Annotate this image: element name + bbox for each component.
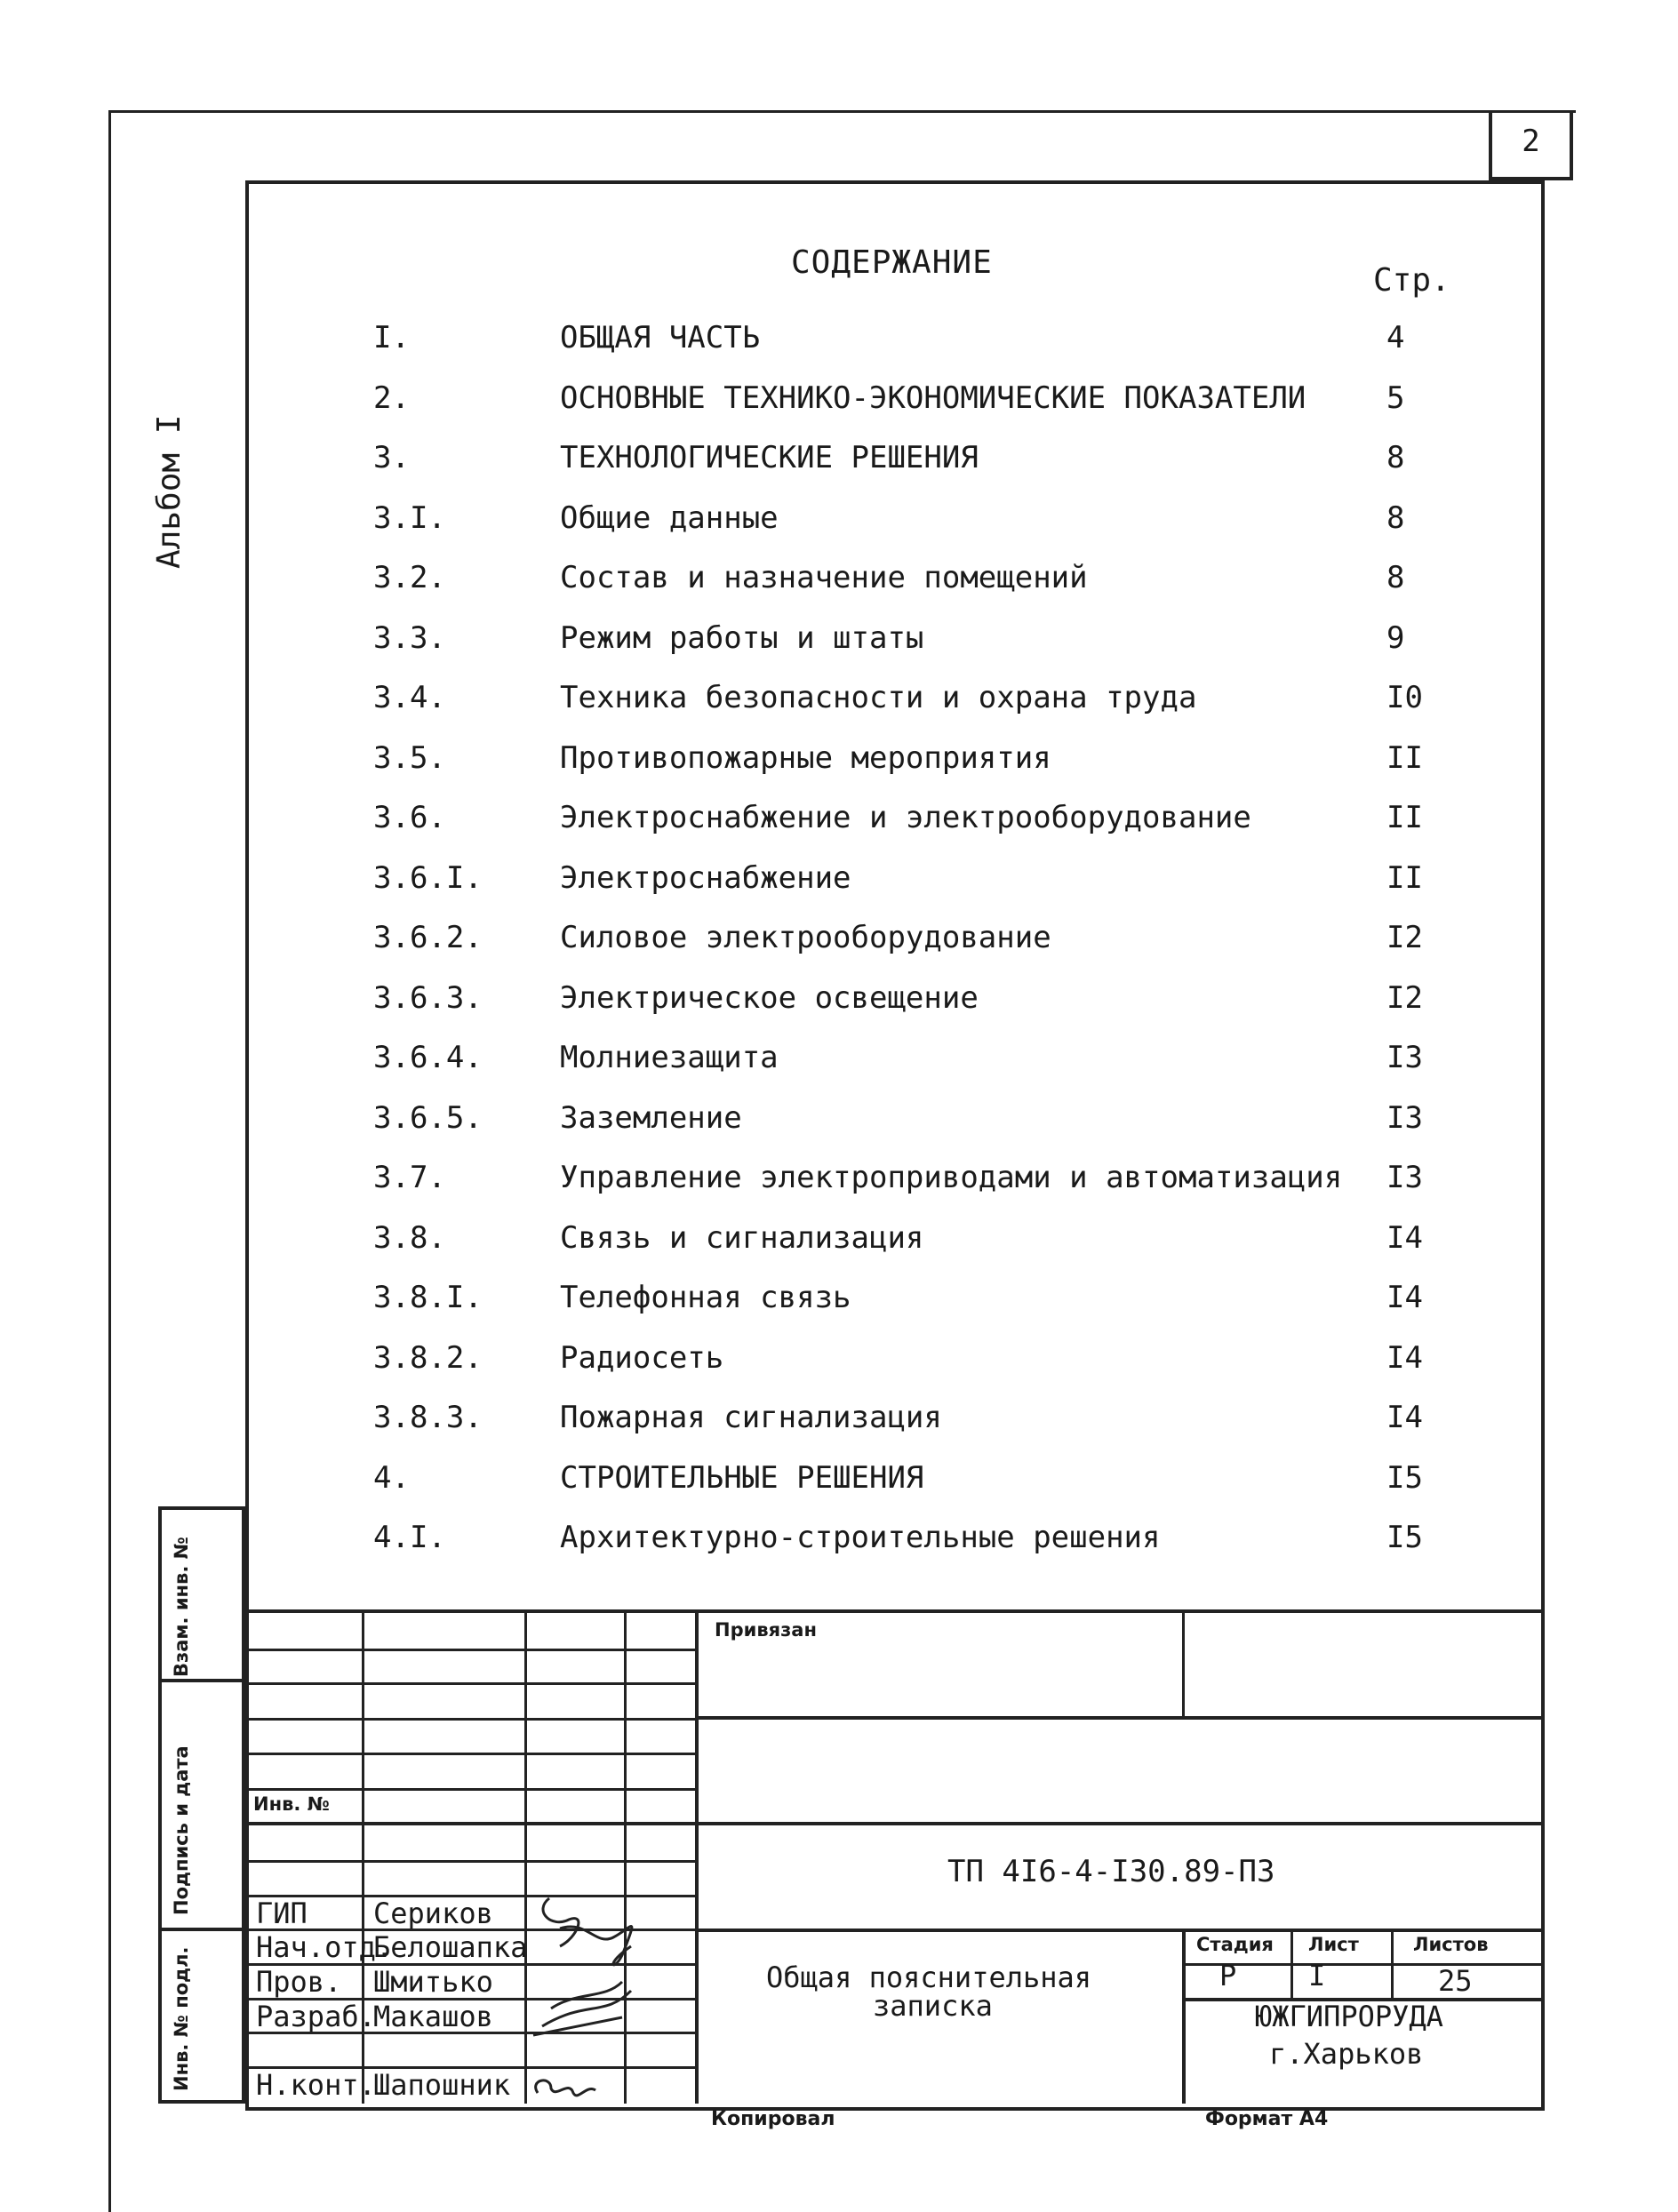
sheets-header: Листов [1413,1934,1489,1955]
toc-text: Телефонная связь [560,1280,851,1315]
toc-row [373,1040,1511,1093]
side-cell-inv-podl [162,1931,242,2100]
toc-text: Управление электроприводами и автоматизация [560,1160,1343,1195]
toc-page: 8 [1386,440,1405,475]
tb-top-line [245,1609,1541,1613]
toc-page: I2 [1386,979,1423,1016]
toc-text: Пожарная сигнализация [560,1400,942,1435]
sheet-number: 2 [1489,110,1573,180]
signer-name: Шапошник [373,2068,511,2102]
toc-page: II [1386,859,1423,896]
toc-row [373,680,1511,733]
toc-row [373,860,1511,914]
toc-page: I4 [1386,1339,1423,1376]
tb-grid-vline [695,1609,699,2104]
toc-row [373,1160,1511,1213]
toc-num: 3.8.3. [373,1400,483,1435]
signatures-drawing [524,1893,667,2106]
toc-num: I. [373,320,410,355]
signer-role: Пров. [256,1965,342,1999]
toc-text: Архитектурно-строительные решения [560,1520,1161,1555]
toc-num: 3.7. [373,1160,446,1195]
side-strip [158,1506,245,2104]
toc-page: II [1386,800,1423,835]
tb-grid-vline [1391,1929,1394,2000]
album-label: Альбом I [151,414,188,569]
toc-text: Состав и назначение помещений [560,560,1088,595]
tb-grid-line [245,1822,697,1825]
toc-text: Противопожарные мероприятия [560,739,1051,776]
doc-title-line2: записка [873,1989,993,2023]
toc-page: I4 [1386,1400,1423,1435]
toc-num: 3.6.I. [373,859,483,896]
toc-num: 3.6.2. [373,920,483,955]
toc-row [373,920,1511,973]
signer-name: Макашов [373,2000,493,2033]
vzam-inv-label: Взам. инв. № [171,1537,192,1677]
toc-page: I0 [1386,680,1423,715]
toc-row [373,320,1511,373]
toc-page: 8 [1386,499,1405,536]
inv-podl-label: Инв. № подл. [171,1946,192,2091]
toc-num: 3.8. [373,1219,446,1256]
tb-grid-line [245,1649,697,1651]
tb-grid-line [697,1822,1541,1825]
toc-row [373,1280,1511,1333]
tb-grid-line [697,1929,1541,1932]
signer-name: Сериков [373,1897,493,1930]
doc-code: ТП 4I6-4-I30.89-ПЗ [947,1854,1275,1889]
toc-page: I3 [1386,1160,1423,1195]
toc-num: 4. [373,1459,410,1496]
toc-page: I4 [1386,1280,1423,1315]
signer-role: Разраб. [256,2000,376,2033]
toc-row [373,800,1511,853]
toc-num: 4.I. [373,1520,446,1555]
toc-num: 3.6. [373,800,446,835]
toc-row [373,620,1511,674]
toc-text: Радиосеть [560,1339,724,1376]
tb-grid-vline [1182,1609,1185,1718]
toc-text: Связь и сигнализация [560,1219,924,1256]
format-label: Формат А4 [1205,2108,1329,2130]
toc-text: Силовое электрооборудование [560,920,1051,955]
toc-row [373,980,1511,1034]
toc-num: 3.I. [373,499,446,536]
toc-row [373,1100,1511,1154]
toc-text: Режим работы и штаты [560,619,924,656]
toc-row [373,1400,1511,1453]
toc-page-header: Стр. [1373,262,1450,299]
toc-page: 9 [1386,619,1405,656]
toc-page: I5 [1386,1520,1423,1555]
tb-grid-line [245,1788,697,1791]
toc-text: Заземление [560,1099,742,1136]
toc-row [373,1520,1511,1573]
toc-page: 5 [1386,379,1405,416]
toc-num: 3.6.3. [373,979,483,1016]
toc-text: Молниезащита [560,1040,779,1075]
sheets-value: 25 [1438,1964,1473,1998]
toc-page: II [1386,739,1423,776]
podpis-data-label: Подпись и дата [171,1745,192,1915]
tb-grid-line [245,1718,697,1721]
toc-num: 3.8.2. [373,1339,483,1376]
toc-num: 3.3. [373,619,446,656]
stage-value: Р [1219,1959,1237,1992]
toc-row [373,740,1511,794]
toc-page: 8 [1386,560,1405,595]
tb-grid-vline [1290,1929,1293,2000]
toc-num: 3.5. [373,739,446,776]
toc-title: СОДЕРЖАНИЕ [791,244,993,281]
toc-row [373,1460,1511,1513]
toc-row [373,440,1511,493]
toc-page: 4 [1386,320,1405,355]
toc-num: 3.6.5. [373,1099,483,1136]
toc-text: Электрическое освещение [560,979,979,1016]
side-cell-podpis [162,1682,242,1931]
signer-role: ГИП [256,1897,308,1930]
toc-page: I4 [1386,1219,1423,1256]
toc-text: Электроснабжение [560,859,851,896]
tb-grid-line [245,1682,697,1685]
signer-role: Н.конт. [256,2068,376,2102]
toc-num: 3.6.4. [373,1040,483,1075]
toc-text: СТРОИТЕЛЬНЫЕ РЕШЕНИЯ [560,1459,924,1496]
toc-num: 2. [373,379,410,416]
toc-text: ТЕХНОЛОГИЧЕСКИЕ РЕШЕНИЯ [560,440,979,475]
toc-num: 3. [373,440,410,475]
tb-grid-line [245,1860,697,1863]
toc-page: I2 [1386,920,1423,955]
toc-row [373,500,1511,554]
toc-num: 3.8.I. [373,1280,483,1315]
sheet-header: Лист [1308,1934,1359,1955]
toc-text: ОСНОВНЫЕ ТЕХНИКО-ЭКОНОМИЧЕСКИЕ ПОКАЗАТЕЛИ [560,379,1306,416]
kopiroval-label: Копировал [711,2108,835,2130]
inv-no-label: Инв. № [253,1793,330,1815]
org-city: г.Харьков [1269,2037,1424,2071]
stage-header: Стадия [1196,1934,1274,1955]
tb-grid-line [245,1753,697,1755]
toc-text: ОБЩАЯ ЧАСТЬ [560,320,761,355]
toc-page: I5 [1386,1459,1423,1496]
tb-grid-vline [1182,1929,1186,2104]
toc-row [373,1340,1511,1393]
signer-name: Шмитько [373,1965,493,1999]
signer-name: Белошапка [373,1930,528,1964]
toc-row [373,380,1511,434]
signer-role: Нач.отд. [256,1930,394,1964]
toc-num: 3.4. [373,680,446,715]
toc-num: 3.2. [373,560,446,595]
toc-text: Техника безопасности и охрана труда [560,680,1197,715]
toc-text: Электроснабжение и электрооборудование [560,800,1251,835]
org-name: ЮЖГИПРОРУДА [1255,2000,1443,2033]
sheet-value: I [1308,1959,1326,1992]
doc-title-line1: Общая пояснительная [766,1960,1092,1994]
tb-grid-line [697,1716,1541,1720]
toc-row [373,560,1511,613]
toc-row [373,1220,1511,1274]
toc-page: I3 [1386,1099,1423,1136]
side-cell-vzam [162,1510,242,1682]
toc-text: Общие данные [560,499,779,536]
privyazan-label: Привязан [715,1619,817,1641]
toc-page: I3 [1386,1040,1423,1075]
